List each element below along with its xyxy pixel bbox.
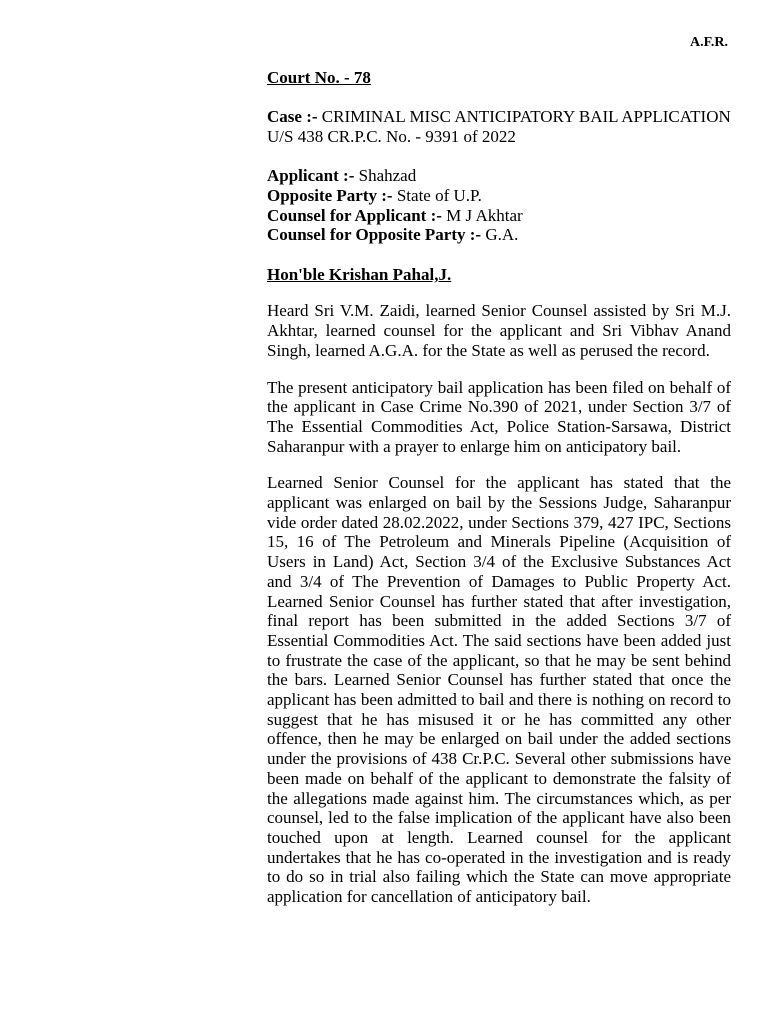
applicant-value: Shahzad bbox=[354, 166, 417, 186]
case-line bbox=[267, 107, 731, 146]
parties-block bbox=[267, 166, 731, 245]
paragraph: Learned Senior Counsel for the applicant has stated that the applicant was enlarged on bail by the Sessions Judge, Saharanpur vide order dated 28.02.2022, under Sections 379, 427 IPC, Sections 15, 16 of The Petroleum and Minerals Pipeline (Acquisition of Users in Land) Act, Section 3/4 of the Exclusive Substances Act and 3/4 of The Prevention of Damages to Public Property Act. Learned Senior Counsel has further stated that after investigation, final report has been submitted in the added Sections 3/7 of Essential Commodities Act. The said sections have been added just to frustrate the case of the applicant, so that he may be sent behind the bars. Learned Senior Counsel has further stated that once the applicant has been admitted to bail and there is nothing on record to suggest that he has misused it or he has committed any other offence, then he may be enlarged on bail under the added sections under the provisions of 438 Cr.P.C. Several other submissions have been made on behalf of the applicant to demonstrate the falsity of the allegations made against him. The circumstances which, as per counsel, led to the false implication of the applicant have also been touched upon at length. Learned counsel for the applicant undertakes that he has co-operated in the investigation and is ready to do so in trial also failing which the State can move appropriate application for cancellation of anticipatory bail. bbox=[267, 473, 731, 907]
paragraph: Heard Sri V.M. Zaidi, learned Senior Counsel assisted by Sri M.J. Akhtar, learned counsel for the applicant and Sri Vibhav Anand Singh, learned A.G.A. for the State as well as perused the record. bbox=[267, 301, 731, 360]
afr-marker: A.F.R. bbox=[690, 35, 728, 50]
counsel-opposite-value: G.A. bbox=[481, 225, 519, 245]
counsel-opposite-label: Counsel for Opposite Party :- bbox=[267, 225, 482, 245]
counsel-applicant-label: Counsel for Applicant :- bbox=[267, 205, 442, 225]
counsel-applicant-value: M J Akhtar bbox=[441, 205, 523, 225]
opposite-party-line bbox=[267, 186, 731, 206]
opposite-party-label: Opposite Party :- bbox=[267, 186, 393, 205]
counsel-opposite-line bbox=[267, 225, 731, 245]
applicant-label: Applicant :- bbox=[267, 166, 355, 186]
case-label: Case :- bbox=[267, 107, 318, 127]
court-number: Court No. - 78 bbox=[267, 68, 371, 87]
applicant-line bbox=[267, 166, 731, 186]
opposite-party-value: State of U.P. bbox=[392, 186, 482, 205]
order-body bbox=[267, 68, 731, 924]
judge-name: Hon'ble Krishan Pahal,J. bbox=[267, 264, 452, 284]
counsel-applicant-line bbox=[267, 206, 731, 226]
case-value: CRIMINAL MISC ANTICIPATORY BAIL APPLICATION U/S 438 CR.P.C. No. - 9391 of 2022 bbox=[267, 107, 731, 146]
paragraph: The present anticipatory bail application has been filed on behalf of the applicant in Case Crime No.390 of 2021, under Section 3/7 of The Essential Commodities Act, Police Station-Sarsawa, District Saharanpur with a prayer to enlarge him on anticipatory bail. bbox=[267, 377, 731, 456]
